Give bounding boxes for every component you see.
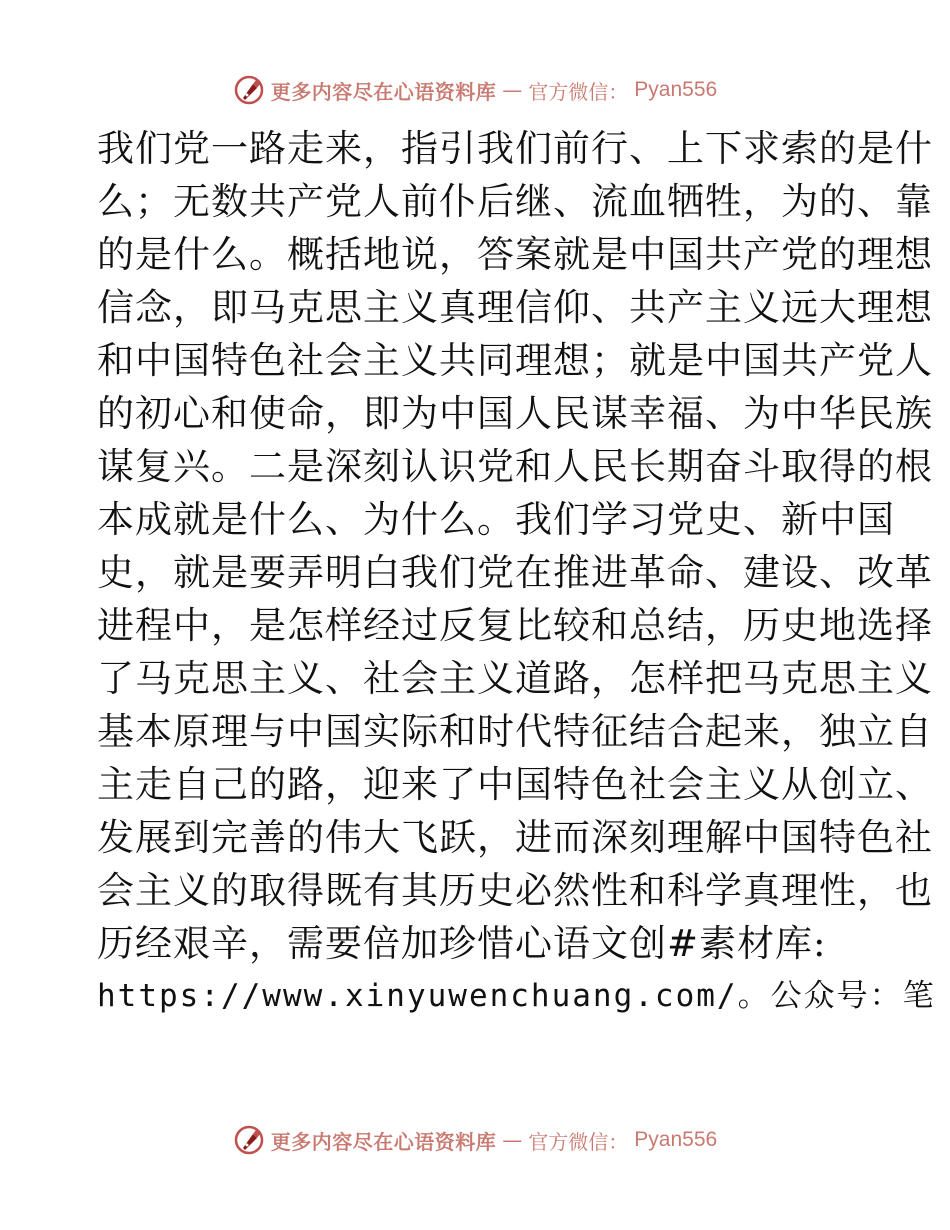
text-line: 信念，即马克思主义真理信仰、共产主义远大理想 bbox=[97, 286, 933, 329]
text-line: 谋复兴。二是深刻认识党和人民长期奋斗取得的根 bbox=[97, 445, 933, 488]
header-wechat-label: 官方微信： bbox=[528, 79, 629, 104]
text-line: 基本原理与中国实际和时代特征结合起来，独立自 bbox=[97, 710, 933, 753]
text-line: 和中国特色社会主义共同理想；就是中国共产党人 bbox=[97, 339, 933, 382]
pen-nib-logo-icon bbox=[233, 1124, 265, 1156]
body-text bbox=[97, 122, 936, 1023]
url-line: https://www.xinyuwenchuang.com/。公众号：笔 bbox=[97, 978, 936, 1014]
text-line: 会主义的取得既有其历史必然性和科学真理性，也 bbox=[97, 869, 933, 912]
text-line: 发展到完善的伟大飞跃，进而深刻理解中国特色社 bbox=[97, 816, 933, 859]
text-line: 历经艰辛，需要倍加珍惜心语文创#素材库: bbox=[97, 922, 827, 965]
text-line: 本成就是什么、为什么。我们学习党史、新中国 bbox=[97, 498, 895, 541]
header-wechat-id: Pyan556 bbox=[634, 78, 718, 101]
header-banner-dash: — bbox=[502, 78, 523, 102]
footer-banner-dash: — bbox=[502, 1128, 523, 1152]
header-banner-text: 更多内容尽在心语资料库 bbox=[270, 79, 497, 104]
footer-wechat-label: 官方微信： bbox=[528, 1129, 629, 1154]
footer-banner bbox=[0, 1120, 950, 1160]
text-line: 的是什么。概括地说，答案就是中国共产党的理想 bbox=[97, 233, 933, 276]
text-line: 的初心和使命，即为中国人民谋幸福、为中华民族 bbox=[97, 392, 933, 435]
pen-nib-logo-icon bbox=[233, 74, 265, 106]
text-line: 我们党一路走来，指引我们前行、上下求索的是什 bbox=[97, 127, 933, 170]
header-banner bbox=[0, 70, 950, 110]
footer-banner-text: 更多内容尽在心语资料库 bbox=[270, 1129, 497, 1154]
text-line: 进程中，是怎样经过反复比较和总结，历史地选择 bbox=[97, 604, 933, 647]
text-line: 么；无数共产党人前仆后继、流血牺牲，为的、靠 bbox=[97, 180, 933, 223]
footer-wechat-id: Pyan556 bbox=[634, 1128, 718, 1151]
text-line: 史，就是要弄明白我们党在推进革命、建设、改革 bbox=[97, 551, 933, 594]
text-line: 主走自己的路，迎来了中国特色社会主义从创立、 bbox=[97, 763, 933, 806]
text-line: 了马克思主义、社会主义道路，怎样把马克思主义 bbox=[97, 657, 933, 700]
